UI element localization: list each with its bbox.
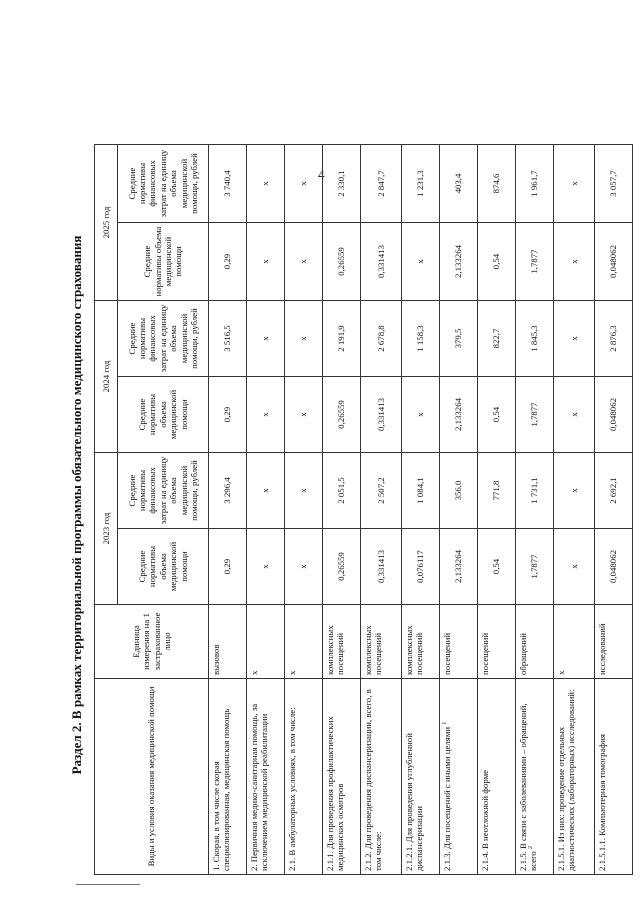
- cost-2023: x: [247, 453, 285, 529]
- row-unit: посещений: [440, 605, 478, 679]
- table-row: [247, 145, 285, 875]
- volume-2025: x: [402, 223, 440, 301]
- volume-2023: 1,7877: [516, 529, 554, 605]
- header-year-2024: 2024 год: [95, 301, 118, 453]
- binding-mark: [76, 884, 140, 885]
- volume-2025: 2,133264: [440, 223, 478, 301]
- row-unit: посещений: [478, 605, 516, 679]
- table-row: [440, 145, 478, 875]
- table-row: [361, 145, 402, 875]
- row-unit: x: [285, 605, 323, 679]
- volume-2025: x: [285, 223, 323, 301]
- volume-2024: 0,048062: [595, 377, 633, 453]
- row-name-text: 2.1.4. В неотложной форме: [480, 769, 490, 871]
- volume-2025: 0,29: [209, 223, 247, 301]
- row-unit: комплексных посещений: [323, 605, 361, 679]
- row-name: [285, 679, 323, 875]
- cost-2025: x: [554, 145, 595, 223]
- volume-2025: 0,331413: [361, 223, 402, 301]
- row-name-text: 1. Скорая, в том числе скорая специализированная, медицинская помощь: [211, 708, 232, 871]
- row-name: [402, 679, 440, 875]
- cost-2024: 2 876,3: [595, 301, 633, 377]
- cost-2023: 1 084,1: [402, 453, 440, 529]
- table-row: [402, 145, 440, 875]
- volume-2023: 0,076117: [402, 529, 440, 605]
- row-name: [554, 679, 595, 875]
- row-name-text: 2.1.5. В связи с заболеваниями – обращений, всего: [518, 703, 539, 871]
- cost-2025: 3 740,4: [209, 145, 247, 223]
- volume-2024: x: [554, 377, 595, 453]
- volume-2024: 0,54: [478, 377, 516, 453]
- row-name: [440, 679, 478, 875]
- cost-2023: 356,0: [440, 453, 478, 529]
- row-name: [247, 679, 285, 875]
- cost-2025: 403,4: [440, 145, 478, 223]
- cost-2024: 822,7: [478, 301, 516, 377]
- cost-2025: x: [247, 145, 285, 223]
- volume-2024: 2,133264: [440, 377, 478, 453]
- row-unit: x: [247, 605, 285, 679]
- rotated-page-content: [65, 145, 619, 875]
- header-cost-2023: Средние нормативы финансовых затрат на единицу объема медицинской помощи, рублей: [118, 453, 209, 529]
- volume-2024: 0,29: [209, 377, 247, 453]
- cost-2023: 3 296,4: [209, 453, 247, 529]
- volume-2024: 0,331413: [361, 377, 402, 453]
- cost-2025: 2 847,7: [361, 145, 402, 223]
- row-unit: комплексных посещений: [361, 605, 402, 679]
- volume-2023: 2,133264: [440, 529, 478, 605]
- row-name-text: 2. Первичная медико-санитарная помощь, за исключением медицинской реабилитации: [249, 703, 270, 871]
- row-name-text: 2.1.5.1.1. Компьютерная томография: [597, 734, 607, 871]
- cost-2023: x: [554, 453, 595, 529]
- table-row: [554, 145, 595, 875]
- volume-2023: 0,26559: [323, 529, 361, 605]
- standards-table: [94, 144, 633, 875]
- table-row: [595, 145, 633, 875]
- row-name: [478, 679, 516, 875]
- row-name: [209, 679, 247, 875]
- row-name-text: 2.1.2.1. Для проведения углубленной диспансеризации: [404, 733, 425, 871]
- volume-2024: x: [247, 377, 285, 453]
- cost-2025: 2 330,1: [323, 145, 361, 223]
- cost-2024: 1 845,3: [516, 301, 554, 377]
- volume-2023: 0,29: [209, 529, 247, 605]
- volume-2023: x: [285, 529, 323, 605]
- header-unit: Единица измерения на 1 застрахованное лицо: [95, 605, 209, 679]
- volume-2025: 1,7877: [516, 223, 554, 301]
- cost-2024: 379,5: [440, 301, 478, 377]
- volume-2023: 0,048062: [595, 529, 633, 605]
- row-name-text: 2.1.1. Для проведения профилактических медицинских осмотров: [325, 716, 346, 871]
- volume-2025: x: [247, 223, 285, 301]
- header-year-2025: 2025 год: [95, 145, 118, 301]
- header-cost-2024: Средние нормативы финансовых затрат на единицу объема медицинской помощи, рублей: [118, 301, 209, 377]
- cost-2023: 2 507,2: [361, 453, 402, 529]
- volume-2024: 1,7877: [516, 377, 554, 453]
- row-name: [595, 679, 633, 875]
- cost-2025: x: [285, 145, 323, 223]
- cost-2025: 3 057,7: [595, 145, 633, 223]
- cost-2025: 874,6: [478, 145, 516, 223]
- table-row: [478, 145, 516, 875]
- header-type: Виды и условия оказания медицинской помощи: [95, 679, 209, 875]
- cost-2024: 3 516,5: [209, 301, 247, 377]
- row-name: [516, 679, 554, 875]
- row-unit: комплексных посещений: [402, 605, 440, 679]
- row-unit: обращений: [516, 605, 554, 679]
- volume-2023: x: [554, 529, 595, 605]
- row-name-text: 2.1.5.1. Из них: проведение отдельных диагностических (лабораторных) исследований:: [556, 689, 577, 871]
- volume-2023: 0,54: [478, 529, 516, 605]
- volume-2025: 0,048062: [595, 223, 633, 301]
- cost-2024: 1 158,3: [402, 301, 440, 377]
- cost-2025: 1 231,3: [402, 145, 440, 223]
- cost-2024: x: [247, 301, 285, 377]
- row-unit: вызовов: [209, 605, 247, 679]
- table-body: [209, 145, 633, 875]
- table-row: [209, 145, 247, 875]
- cost-2023: 2 051,5: [323, 453, 361, 529]
- header-row-years: [95, 145, 118, 875]
- volume-2023: 0,331413: [361, 529, 402, 605]
- row-name: [323, 679, 361, 875]
- header-volume-2023: Средние нормативы объема медицинской помощи: [118, 529, 209, 605]
- row-name-text: 2.1.3. Для посещений с иными целями: [442, 726, 452, 871]
- footnote-mark: 2: [528, 845, 535, 849]
- cost-2024: 2 191,9: [323, 301, 361, 377]
- cost-2024: x: [285, 301, 323, 377]
- page-number: 4: [318, 167, 325, 182]
- row-name-text: 2.1. В амбулаторных условиях, в том числе:: [287, 707, 297, 871]
- volume-2023: x: [247, 529, 285, 605]
- row-name-text: 2.1.2. Для проведения диспансеризации, всего, в том числе:: [363, 689, 384, 871]
- cost-2024: x: [554, 301, 595, 377]
- header-year-2023: 2023 год: [95, 453, 118, 605]
- header-volume-2025: Средние нормативы объема медицинской помощи: [118, 223, 209, 301]
- section-title: Раздел 2. В рамках территориальной программы обязательного медицинского страхования: [69, 235, 84, 775]
- cost-2023: x: [285, 453, 323, 529]
- row-name: [361, 679, 402, 875]
- volume-2024: x: [402, 377, 440, 453]
- table-row: [516, 145, 554, 875]
- row-unit: x: [554, 605, 595, 679]
- cost-2023: 1 731,1: [516, 453, 554, 529]
- volume-2025: 0,54: [478, 223, 516, 301]
- header-volume-2024: Средние нормативы объема медицинской помощи: [118, 377, 209, 453]
- volume-2024: 0,26559: [323, 377, 361, 453]
- cost-2025: 1 961,7: [516, 145, 554, 223]
- cost-2023: 771,8: [478, 453, 516, 529]
- volume-2025: 0,26559: [323, 223, 361, 301]
- row-unit: исследований: [595, 605, 633, 679]
- volume-2024: x: [285, 377, 323, 453]
- volume-2025: x: [554, 223, 595, 301]
- cost-2023: 2 692,1: [595, 453, 633, 529]
- table-row: [323, 145, 361, 875]
- cost-2024: 2 678,8: [361, 301, 402, 377]
- header-cost-2025: Средние нормативы финансовых затрат на единицу объема медицинской помощи, рублей: [118, 145, 209, 223]
- footnote-mark: 1: [442, 721, 449, 725]
- table-row: [285, 145, 323, 875]
